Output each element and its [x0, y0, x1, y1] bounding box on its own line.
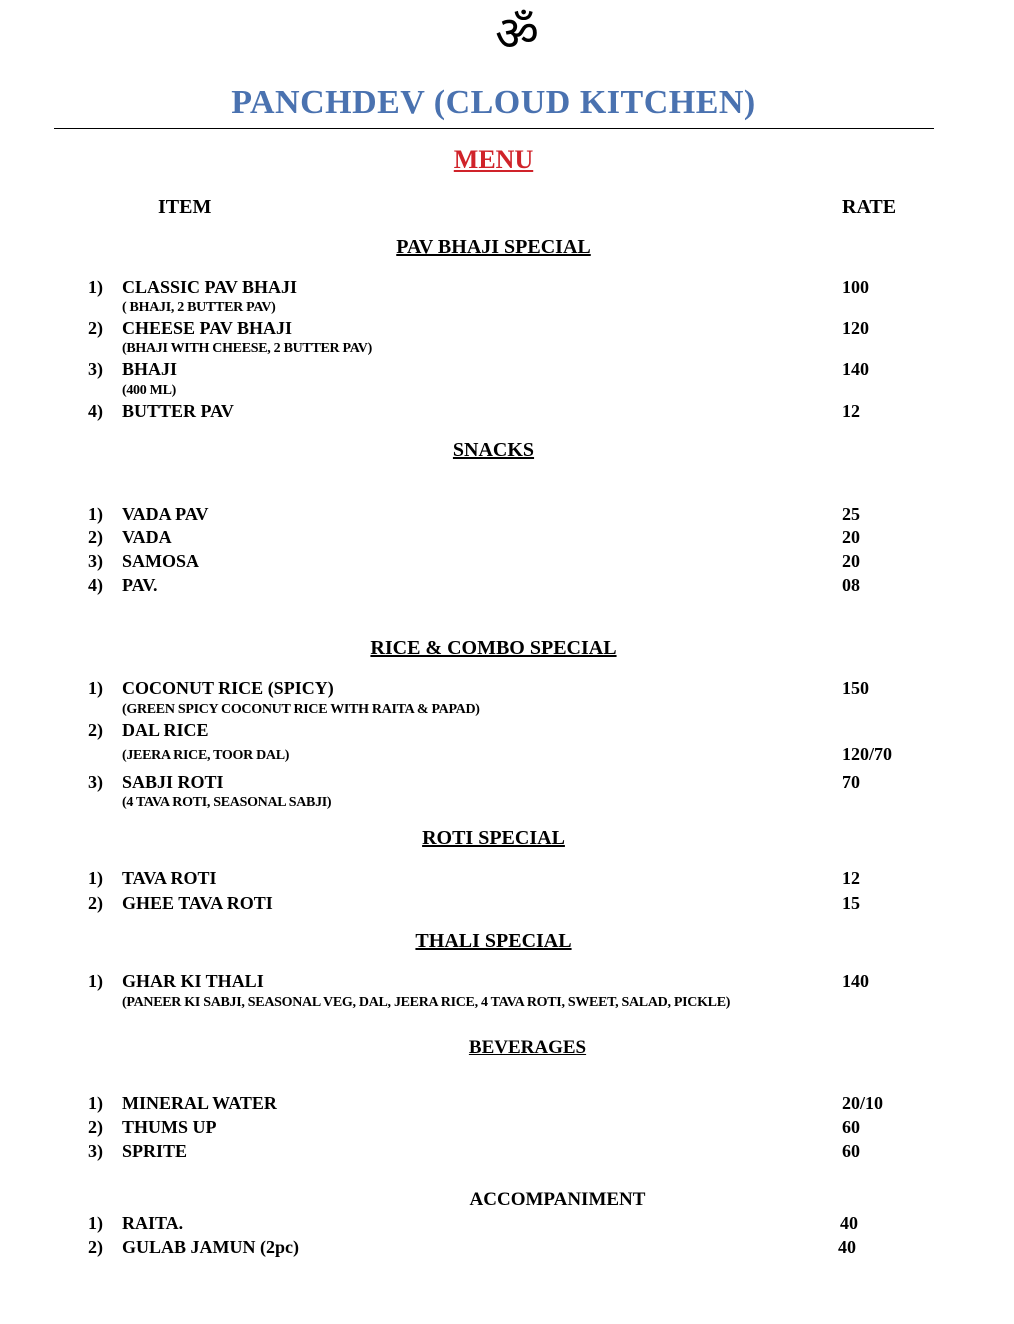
item-number: 2)	[88, 893, 103, 913]
list-item	[88, 575, 158, 596]
item-number: 3)	[88, 772, 103, 792]
item-rate: 140	[842, 359, 869, 379]
item-description: (PANEER KI SABJI, SEASONAL VEG, DAL, JEERA RICE, 4 TAVA ROTI, SWEET, SALAD, PICKLE)	[122, 995, 731, 1010]
item-number: 4)	[88, 575, 103, 595]
item-rate: 100	[842, 277, 869, 297]
item-rate: 12	[842, 401, 860, 421]
item-name: GHEE TAVA ROTI	[122, 893, 273, 913]
item-number: 2)	[88, 527, 103, 547]
item-name: COCONUT RICE (SPICY)	[122, 678, 334, 698]
list-item	[88, 277, 297, 298]
item-number: 1)	[88, 678, 103, 698]
item-number: 2)	[88, 318, 103, 338]
item-name: MINERAL WATER	[122, 1093, 277, 1113]
list-item	[88, 504, 209, 525]
item-name: TAVA ROTI	[122, 868, 217, 888]
item-name: DAL RICE	[122, 720, 209, 740]
item-description: (400 ML)	[122, 383, 176, 398]
item-rate: 12	[842, 868, 860, 888]
item-number: 2)	[88, 720, 103, 740]
item-number: 3)	[88, 359, 103, 379]
item-name: RAITA.	[122, 1213, 184, 1233]
item-rate: 20	[842, 551, 860, 571]
item-description: (BHAJI WITH CHEESE, 2 BUTTER PAV)	[122, 341, 372, 356]
item-rate: 25	[842, 504, 860, 524]
item-rate: 60	[842, 1117, 860, 1137]
list-item	[88, 720, 209, 741]
list-item	[88, 893, 273, 914]
list-item	[88, 527, 172, 548]
list-item	[88, 318, 292, 339]
item-number: 4)	[88, 401, 103, 421]
list-item	[88, 1237, 299, 1258]
list-item	[88, 1117, 217, 1138]
item-number: 3)	[88, 551, 103, 571]
item-rate: 140	[842, 971, 869, 991]
item-number: 1)	[88, 1093, 103, 1113]
item-rate: 20/10	[842, 1093, 884, 1113]
item-name: SPRITE	[122, 1141, 188, 1161]
item-rate: 40	[840, 1213, 858, 1233]
rate-column-heading: RATE	[842, 196, 897, 218]
item-number: 2)	[88, 1237, 103, 1257]
list-item	[88, 401, 234, 422]
header-divider	[54, 128, 934, 129]
section-title-roti: ROTI SPECIAL	[422, 827, 565, 849]
item-name: VADA	[122, 527, 172, 547]
item-name: BUTTER PAV	[122, 401, 234, 421]
item-number: 3)	[88, 1141, 103, 1161]
item-description: (GREEN SPICY COCONUT RICE WITH RAITA & PAPAD)	[122, 702, 480, 717]
item-rate: 08	[842, 575, 860, 595]
list-item	[88, 868, 217, 889]
item-name: GULAB JAMUN (2pc)	[122, 1237, 299, 1257]
item-rate: 60	[842, 1141, 860, 1161]
item-description: ( BHAJI, 2 BUTTER PAV)	[122, 300, 276, 315]
menu-heading: MENU	[453, 145, 534, 174]
item-description: (4 TAVA ROTI, SEASONAL SABJI)	[122, 795, 332, 810]
item-rate: 150	[842, 678, 869, 698]
item-name: CHEESE PAV BHAJI	[122, 318, 293, 338]
item-rate: 15	[842, 893, 860, 913]
section-title-pav-bhaji: PAV BHAJI SPECIAL	[396, 236, 591, 258]
item-name: BHAJI	[122, 359, 178, 379]
item-name: PAV.	[122, 575, 158, 595]
item-name: VADA PAV	[122, 504, 209, 524]
list-item	[88, 551, 199, 572]
section-title-accompaniment: ACCOMPANIMENT	[469, 1189, 646, 1210]
item-number: 1)	[88, 1213, 103, 1233]
item-name: THUMS UP	[122, 1117, 217, 1137]
item-rate: 120	[842, 318, 869, 338]
section-title-snacks: SNACKS	[452, 439, 535, 461]
list-item	[88, 1141, 187, 1162]
list-item	[88, 678, 334, 699]
om-symbol: ॐ	[495, 6, 539, 62]
item-name: SABJI ROTI	[122, 772, 224, 792]
list-item	[88, 772, 224, 793]
item-rate: 120/70	[842, 744, 893, 764]
list-item	[88, 359, 177, 380]
section-title-thali: THALI SPECIAL	[415, 930, 572, 952]
item-number: 1)	[88, 504, 103, 524]
item-description: (JEERA RICE, TOOR DAL)	[122, 748, 290, 763]
item-column-heading: ITEM	[158, 196, 212, 218]
item-number: 1)	[88, 971, 103, 991]
item-name: GHAR KI THALI	[122, 971, 264, 991]
list-item	[88, 1213, 183, 1234]
item-name: CLASSIC PAV BHAJI	[122, 277, 298, 297]
list-item	[88, 971, 264, 992]
item-rate: 70	[842, 772, 860, 792]
section-title-rice-combo: RICE & COMBO SPECIAL	[370, 637, 617, 659]
item-rate: 40	[838, 1237, 856, 1257]
item-name: SAMOSA	[122, 551, 200, 571]
list-item	[88, 1093, 277, 1114]
restaurant-title: PANCHDEV (CLOUD KITCHEN)	[231, 84, 756, 121]
item-number: 2)	[88, 1117, 103, 1137]
item-rate: 20	[842, 527, 860, 547]
section-title-beverages: BEVERAGES	[468, 1037, 587, 1058]
item-number: 1)	[88, 868, 103, 888]
item-number: 1)	[88, 277, 103, 297]
